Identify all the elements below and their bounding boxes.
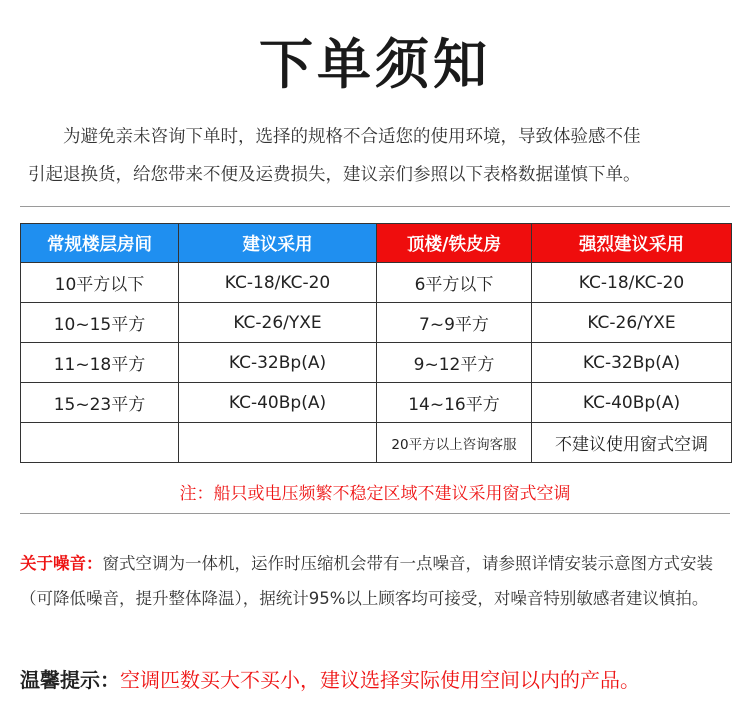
table-cell: 14~16平方 (377, 383, 532, 423)
table-row (21, 303, 732, 343)
table-cell: KC-18/KC-20 (179, 263, 377, 303)
header-regular-room: 常规楼层房间 (21, 224, 179, 263)
noise-text: 窗式空调为一体机，运作时压缩机会带有一点噪音，请参照详情安装示意图方式安装（可降低噪音，提升整体降温），据统计95%以上顾客均可接受，对噪音特别敏感者建议慎拍。 (20, 554, 713, 608)
table-cell: KC-26/YXE (532, 303, 732, 343)
table-cell: 9~12平方 (377, 343, 532, 383)
table-header-row (21, 224, 732, 263)
table-cell: 不建议使用窗式空调 (532, 423, 732, 463)
spec-table (20, 223, 732, 463)
table-row (21, 263, 732, 303)
table-cell: 20平方以上咨询客服 (377, 423, 532, 463)
table-cell (21, 423, 179, 463)
noise-label: 关于噪音： (20, 554, 103, 573)
table-row (21, 383, 732, 423)
intro-line-2: 引起退换货，给您带来不便及运费损失，建议亲们参照以下表格数据谨慎下单。 (28, 165, 641, 185)
header-top-floor-room: 顶楼/铁皮房 (377, 224, 532, 263)
table-cell: 11~18平方 (21, 343, 179, 383)
table-cell: KC-32Bp(A) (532, 343, 732, 383)
table-cell: KC-40Bp(A) (532, 383, 732, 423)
tip-text: 空调匹数买大不买小，建议选择实际使用空间以内的产品。 (120, 668, 640, 692)
table-cell: KC-18/KC-20 (532, 263, 732, 303)
table-cell: KC-32Bp(A) (179, 343, 377, 383)
table-cell: KC-26/YXE (179, 303, 377, 343)
table-row (21, 423, 732, 463)
intro-line-1: 为避免亲未咨询下单时，选择的规格不合适您的使用环境，导致体验感不佳 (63, 127, 641, 147)
table-cell: 7~9平方 (377, 303, 532, 343)
bottom-divider (20, 513, 730, 514)
tip-label: 温馨提示： (20, 668, 120, 692)
warm-tip (20, 664, 740, 693)
noise-notice (20, 546, 732, 616)
header-strongly-suggested: 强烈建议采用 (532, 224, 732, 263)
table-row (21, 343, 732, 383)
header-suggested: 建议采用 (179, 224, 377, 263)
intro-paragraph (28, 118, 728, 194)
table-cell: 15~23平方 (21, 383, 179, 423)
warning-note: 注：船只或电压频繁不稳定区域不建议采用窗式空调 (179, 484, 571, 504)
page-title: 下单须知 (259, 33, 491, 96)
table-cell: 10平方以下 (21, 263, 179, 303)
table-cell: KC-40Bp(A) (179, 383, 377, 423)
table-cell (179, 423, 377, 463)
table-cell: 10~15平方 (21, 303, 179, 343)
table-cell: 6平方以下 (377, 263, 532, 303)
top-divider (20, 206, 730, 207)
